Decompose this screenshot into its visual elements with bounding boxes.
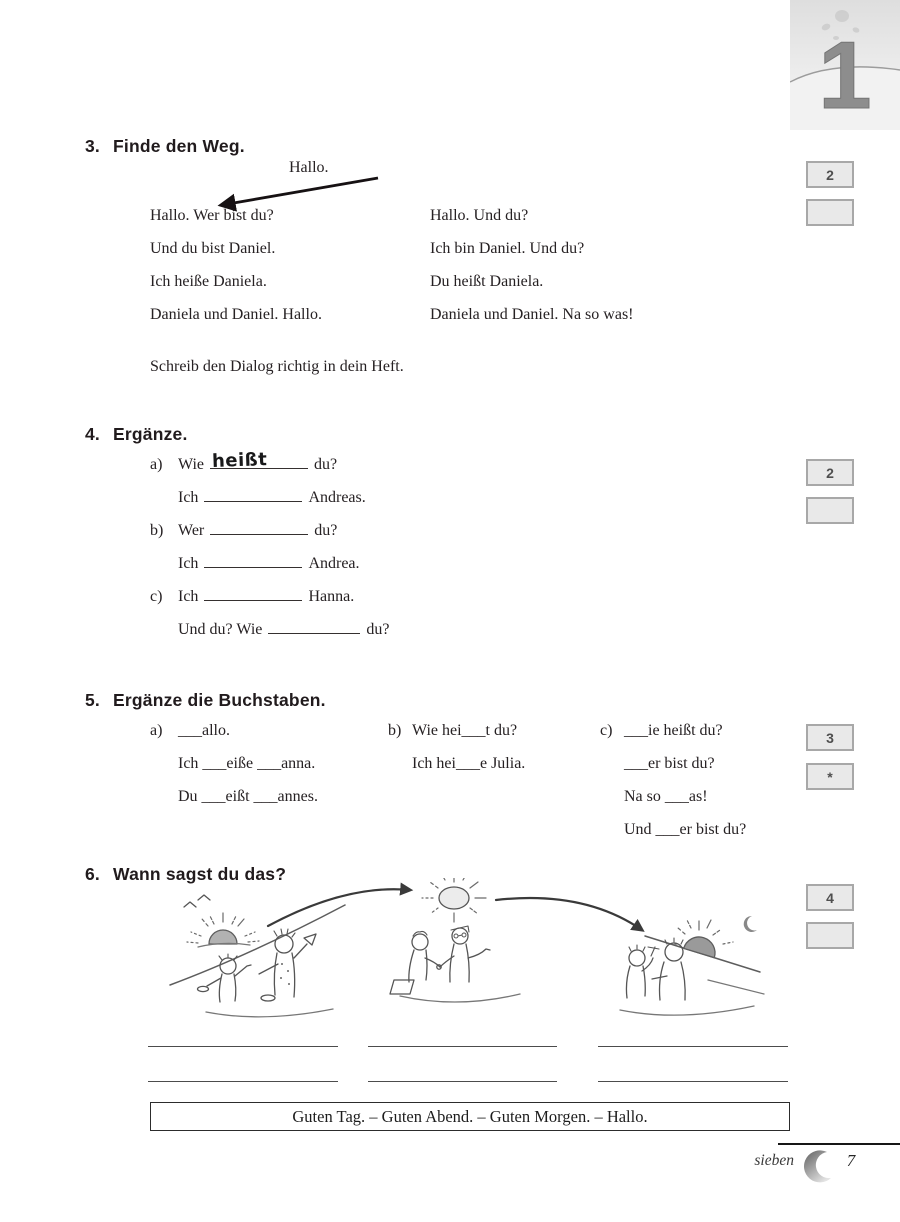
fill-in-row: Ich Andrea.	[178, 555, 360, 572]
exercise-6-title: Wann sagst du das?	[113, 864, 287, 884]
answer-blank	[210, 522, 308, 535]
letters-line: Na so ___as!	[624, 788, 708, 805]
exercise-3-number: 3.	[85, 136, 100, 156]
item-label: a)	[150, 722, 163, 739]
exercise-5-heading	[85, 690, 326, 711]
dialog-start-word: Hallo.	[289, 159, 329, 176]
arrow-icon	[496, 898, 642, 930]
item-label: c)	[150, 588, 163, 605]
item-label: c)	[600, 722, 613, 739]
item-label: b)	[150, 522, 164, 539]
fill-in-row: Ich Andreas.	[178, 489, 366, 506]
score-box-bonus: *	[806, 763, 854, 790]
dialog-right-line: Ich bin Daniel. Und du?	[430, 240, 585, 257]
letters-line: ___allo.	[178, 722, 230, 739]
sunrise-breakfast-icon	[170, 895, 345, 1017]
exercise-3-instruction: Schreib den Dialog richtig in dein Heft.	[150, 358, 404, 375]
page-number-word: sieben	[754, 1152, 794, 1169]
chapter-badge	[790, 0, 900, 130]
answer-line	[598, 1046, 788, 1047]
times-of-day-illustration	[148, 878, 798, 1028]
score-box-points: 2	[806, 161, 854, 188]
answer-line	[368, 1046, 557, 1047]
exercise-6-number: 6.	[85, 864, 100, 884]
answer-line	[148, 1081, 338, 1082]
page-number: 7	[846, 1151, 856, 1170]
exercise-4-number: 4.	[85, 424, 100, 444]
letters-line: Ich hei___e Julia.	[412, 755, 526, 772]
answer-line	[598, 1081, 788, 1082]
dialog-left-line: Daniela und Daniel. Hallo.	[150, 306, 322, 323]
exercise-5-title: Ergänze die Buchstaben.	[113, 690, 326, 710]
noon-sun-greeting-icon	[390, 878, 520, 1002]
footer-rule	[778, 1143, 900, 1145]
letters-line: Ich ___eiße ___anna.	[178, 755, 316, 772]
crescent-moon-icon	[798, 1149, 836, 1187]
fill-in-row: Und du? Wie du?	[178, 621, 390, 638]
exercise-4-title: Ergänze.	[113, 424, 188, 444]
dialog-left-line: Und du bist Daniel.	[150, 240, 276, 257]
fill-in-row: Wie heißt du?	[178, 449, 338, 473]
exercise-4-heading	[85, 424, 188, 445]
answer-blank	[204, 555, 302, 568]
score-box-points: 3	[806, 724, 854, 751]
dialog-right-line: Daniela und Daniel. Na so was!	[430, 306, 634, 323]
answer-blank	[204, 588, 302, 601]
dialog-left-line: Ich heiße Daniela.	[150, 273, 267, 290]
dialog-right-line: Du heißt Daniela.	[430, 273, 544, 290]
handwritten-answer: heißt	[211, 449, 268, 472]
word-bank-text: Guten Tag. – Guten Abend. – Guten Morgen. – Hallo.	[292, 1106, 648, 1126]
exercise-5-number: 5.	[85, 690, 100, 710]
letters-line: Und ___er bist du?	[624, 821, 747, 838]
score-box-points: 2	[806, 459, 854, 486]
exercise-3-title: Finde den Weg.	[113, 136, 245, 156]
dialog-left-line: Hallo. Wer bist du?	[150, 207, 274, 224]
score-box-result	[806, 199, 854, 226]
fill-in-row: Ich Hanna.	[178, 588, 355, 605]
answer-line	[148, 1046, 338, 1047]
item-label: a)	[150, 456, 163, 473]
score-box-points: 4	[806, 884, 854, 911]
fill-in-row: Wer du?	[178, 522, 338, 539]
dialog-right-line: Hallo. Und du?	[430, 207, 529, 224]
word-bank-box	[150, 1102, 790, 1131]
score-box-result	[806, 497, 854, 524]
letters-line: Du ___eißt ___annes.	[178, 788, 318, 805]
answer-blank	[204, 489, 302, 502]
exercise-3-heading	[85, 136, 245, 157]
item-label: b)	[388, 722, 402, 739]
score-box-result	[806, 922, 854, 949]
letters-line: ___er bist du?	[624, 755, 715, 772]
letters-line: ___ie heißt du?	[624, 722, 723, 739]
answer-line	[368, 1081, 557, 1082]
chapter-number: 1	[818, 22, 872, 129]
answer-blank	[268, 621, 360, 634]
letters-line: Wie hei___t du?	[412, 722, 518, 739]
